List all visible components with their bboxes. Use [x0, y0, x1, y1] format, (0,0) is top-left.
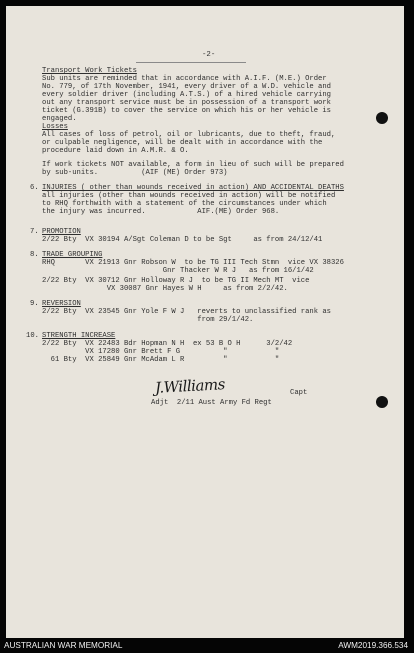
promotion-line: 2/22 Bty VX 30194 A/Sgt Coleman D to be Sgt as from 24/12/41: [42, 236, 323, 244]
transport-heading: Transport Work Tickets: [42, 67, 137, 75]
punch-hole: [376, 396, 388, 408]
injuries-line: to RHQ forthwith with a statement of the circumstances under which: [42, 200, 327, 208]
promotion-heading: PROMOTION: [42, 228, 81, 236]
footer-archive-name: AUSTRALIAN WAR MEMORIAL: [4, 641, 123, 650]
strength-line: 2/22 Bty VX 22483 Bdr Hopman N H ex 53 B O H 3/2/42: [42, 340, 293, 348]
injuries-line: the injury was incurred. AIF.(ME) Order 968.: [42, 208, 280, 216]
punch-hole: [376, 112, 388, 124]
page-number: -2-: [202, 51, 216, 59]
reversion-line: 2/22 Bty VX 23545 Gnr Yole F W J reverts to unclassified rank as: [42, 308, 331, 316]
strength-line: 61 Bty VX 25849 Gnr McAdam L R " ": [42, 356, 280, 364]
strength-heading: STRENGTH INCREASE: [42, 332, 116, 340]
strength-line: VX 17280 Gnr Brett F G " ": [42, 348, 280, 356]
transport-line: ticket (G.391B) to cover the service on which his or her vehicle is: [42, 107, 331, 115]
handwritten-signature: J.Williams: [154, 375, 226, 397]
note-line: If work tickets NOT available, a form in lieu of such will be prepared: [42, 161, 344, 169]
losses-line: or culpable negligence, will be dealt with in accordance with the: [42, 139, 323, 147]
losses-line: All cases of loss of petrol, oil or lubricants, due to theft, fraud,: [42, 131, 336, 139]
footer-accession-number: AWM2019.366.534: [338, 641, 408, 650]
transport-line: Sub units are reminded that in accordance with A.I.F. (M.E.) Order: [42, 75, 327, 83]
section-number: 6.: [30, 184, 39, 192]
transport-line: No. 779, of 17th November, 1941, every driver of a W.D. vehicle and: [42, 83, 331, 91]
losses-line: procedure laid down in A.M.R. & O.: [42, 147, 189, 155]
reversion-line: from 29/1/42.: [42, 316, 254, 324]
header-rule: [136, 62, 246, 63]
injuries-heading: INJURIES ( other than wounds received in action) AND ACCIDENTAL DEATHS: [42, 184, 344, 192]
reversion-heading: REVERSION: [42, 300, 81, 308]
trade-line: RHQ VX 21913 Gnr Robson W to be TG III Tech Stmn vice VX 38326: [42, 259, 344, 267]
section-number: 8.: [30, 251, 39, 259]
trade-line: VX 30087 Gnr Hayes W H as from 2/2/42.: [42, 285, 288, 293]
transport-line: engaged.: [42, 115, 77, 123]
note-line: by sub-units. (AIF (ME) Order 973): [42, 169, 228, 177]
losses-heading: Losses: [42, 123, 68, 131]
trade-heading: TRADE GROUPING: [42, 251, 103, 259]
transport-line: every soldier driver (including A.T.S.) of a hired vehicle carrying: [42, 91, 331, 99]
trade-line: Gnr Thacker W R J as from 16/1/42: [42, 267, 314, 275]
signature-rank: Capt: [290, 389, 308, 397]
injuries-line: all injuries (other than wounds received in action) will be notified: [42, 192, 336, 200]
section-number: 9.: [30, 300, 39, 308]
transport-line: out any transport service must be in possession of a transport work: [42, 99, 331, 107]
section-number: 10.: [26, 332, 39, 340]
document-page: [6, 6, 404, 638]
trade-line: 2/22 Bty VX 30712 Gnr Holloway R J to be TG II Mech MT vice: [42, 277, 310, 285]
signature-title: Adjt 2/11 Aust Army Fd Regt: [151, 399, 272, 407]
section-number: 7.: [30, 228, 39, 236]
